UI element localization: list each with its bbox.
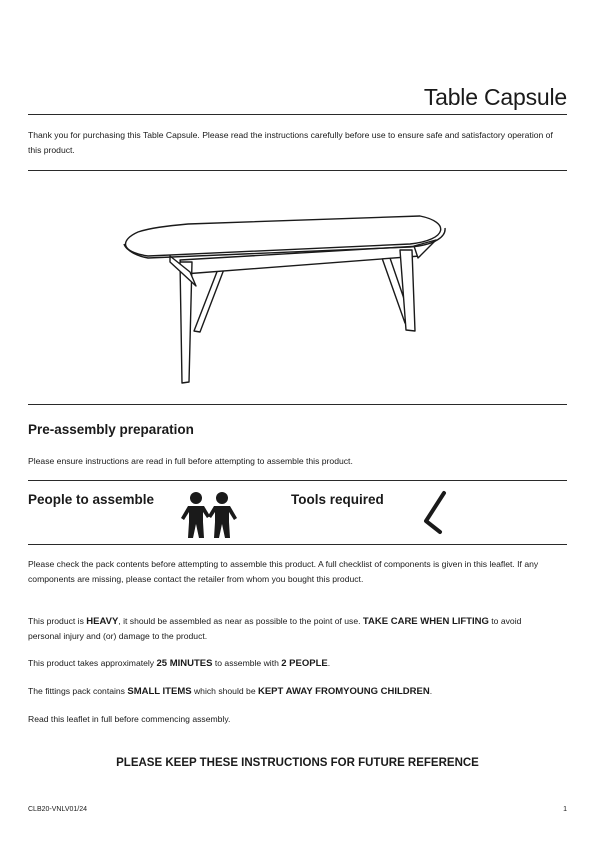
small-items-warning-text: The fittings pack contains SMALL ITEMS which should be KEPT AWAY FROMYOUNG CHILDREN. (28, 686, 433, 697)
document-code: CLB20-VNLV01/24 (28, 806, 88, 813)
people-heading: People to assemble (28, 492, 155, 507)
table-illustration (100, 200, 500, 390)
divider (28, 404, 567, 405)
allen-key-icon (412, 490, 448, 536)
divider (28, 480, 567, 481)
keep-instructions-note: PLEASE KEEP THESE INSTRUCTIONS FOR FUTURE REFERENCE (116, 757, 479, 769)
heavy-warning-text: This product is HEAVY, it should be assembled as near as possible to the point of use. TAKE CARE WHEN LIFTING to avoid personal injury and (or) damage to the product. (28, 616, 522, 641)
preparation-text: Please ensure instructions are read in full before attempting to assemble this product. (28, 456, 353, 466)
two-people-icon (180, 490, 238, 540)
divider (28, 114, 567, 115)
page-title: Table Capsule (423, 84, 567, 110)
intro-text: Thank you for purchasing this Table Capsule. Please read the instructions carefully before use to ensure safe and satisfactory operation of this product. (28, 130, 553, 155)
read-leaflet-text: Read this leaflet in full before commencing assembly. (28, 714, 231, 724)
page-number: 1 (563, 806, 567, 813)
divider (28, 170, 567, 171)
assembly-time-text: This product takes approximately 25 MINUTES to assemble with 2 PEOPLE. (28, 658, 331, 669)
tools-heading: Tools required (291, 492, 384, 507)
section-heading-preparation: Pre-assembly preparation (28, 422, 194, 437)
divider (28, 544, 567, 545)
pack-contents-text: Please check the pack contents before attempting to assemble this product. A full checklist of components is given in this leaflet. If any components are missing, please contact the retailer from whom you bought this product. (28, 559, 539, 584)
